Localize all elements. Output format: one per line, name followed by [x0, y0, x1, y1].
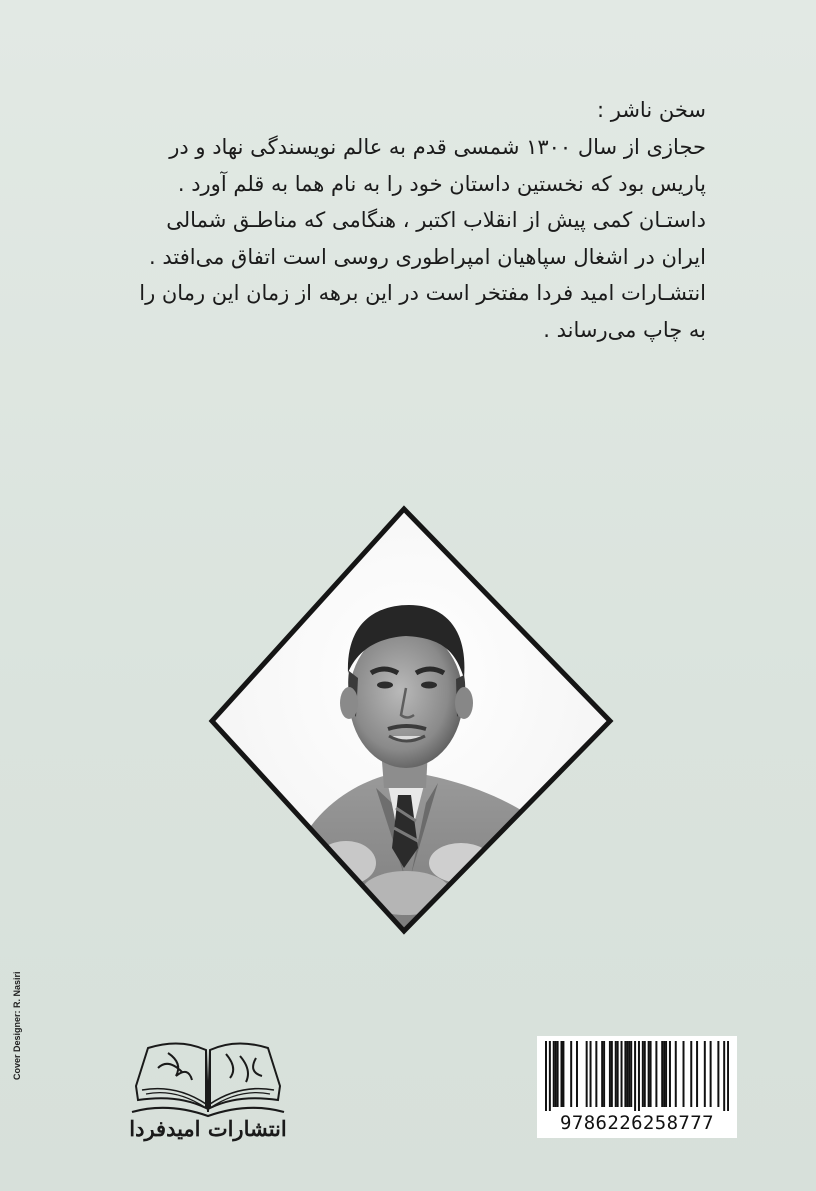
publisher-note-line: انتشـارات امید فردا مفتخر است در این برهه از زمان این رمان را	[139, 281, 706, 305]
barcode-bar	[590, 1041, 592, 1107]
barcode-bar	[650, 1041, 652, 1107]
publisher-name: انتشارات امیدفردا	[129, 1116, 287, 1141]
barcode-bar	[628, 1041, 630, 1107]
barcode-bar	[624, 1041, 626, 1107]
cover-designer-credit: Cover Designer: R. Nasiri	[12, 971, 22, 1080]
barcode-bar	[626, 1041, 628, 1107]
barcode-bar	[696, 1041, 698, 1107]
publisher-note-heading: سخن ناشر :	[597, 98, 706, 122]
barcode-bars	[545, 1041, 729, 1111]
barcode-bar	[555, 1041, 557, 1107]
barcode-bar	[586, 1041, 588, 1107]
barcode-bar	[661, 1041, 663, 1107]
author-portrait-frame	[206, 503, 616, 940]
barcode-bar	[638, 1041, 640, 1111]
publisher-note-line: داستـان کمی پیش از انقلاب اکتبر ، هنگامی که مناطـق شمالی	[166, 208, 706, 232]
publisher-note-line: حجازی از سال ۱۳۰۰ شمسی قدم به عالم نویسندگی نهاد و در	[169, 135, 706, 159]
publisher-note	[126, 92, 706, 348]
barcode-bar	[553, 1041, 555, 1107]
barcode-bar	[717, 1041, 719, 1107]
barcode-bar	[663, 1041, 665, 1107]
barcode-bar	[611, 1041, 613, 1107]
barcode-bar	[669, 1041, 671, 1107]
publisher-note-line: پاریس بود که نخستین داستان خود را به نام هما به قلم آورد .	[177, 171, 706, 196]
isbn-barcode	[537, 1036, 737, 1138]
publisher-note-line: ایران در اشغال سپاهیان امپراطوری روسی است اتفاق می‌افتد .	[149, 244, 706, 269]
barcode-bar	[595, 1041, 597, 1107]
barcode-bar	[642, 1041, 644, 1107]
barcode-bar	[570, 1041, 572, 1107]
barcode-bar	[601, 1041, 603, 1107]
barcode-bar	[665, 1041, 667, 1107]
barcode-bar	[630, 1041, 632, 1107]
barcode-bar	[675, 1041, 677, 1107]
barcode-bar	[690, 1041, 692, 1107]
barcode-bar	[615, 1041, 617, 1107]
barcode-bar	[723, 1041, 725, 1111]
barcode-bar	[603, 1041, 605, 1107]
barcode-bar	[710, 1041, 712, 1107]
barcode-bar	[648, 1041, 650, 1107]
isbn-number: 9786226258777	[560, 1112, 714, 1134]
barcode-bar	[621, 1041, 623, 1107]
barcode-bar	[576, 1041, 578, 1107]
barcode-bar	[634, 1041, 636, 1111]
barcode-bar	[655, 1041, 657, 1107]
barcode-bar	[617, 1041, 619, 1107]
barcode-bar	[609, 1041, 611, 1107]
publisher-note-line: به چاپ می‌رساند .	[543, 317, 706, 342]
barcode-bar	[727, 1041, 729, 1111]
author-portrait	[206, 503, 616, 940]
barcode-bar	[704, 1041, 706, 1107]
barcode-bar	[560, 1041, 562, 1107]
barcode-bar	[562, 1041, 564, 1107]
barcode-bar	[644, 1041, 646, 1107]
barcode-bar	[549, 1041, 551, 1111]
barcode-bar	[557, 1041, 559, 1107]
barcode-bar	[545, 1041, 547, 1111]
barcode-bar	[683, 1041, 685, 1107]
open-book-icon	[128, 1028, 288, 1128]
